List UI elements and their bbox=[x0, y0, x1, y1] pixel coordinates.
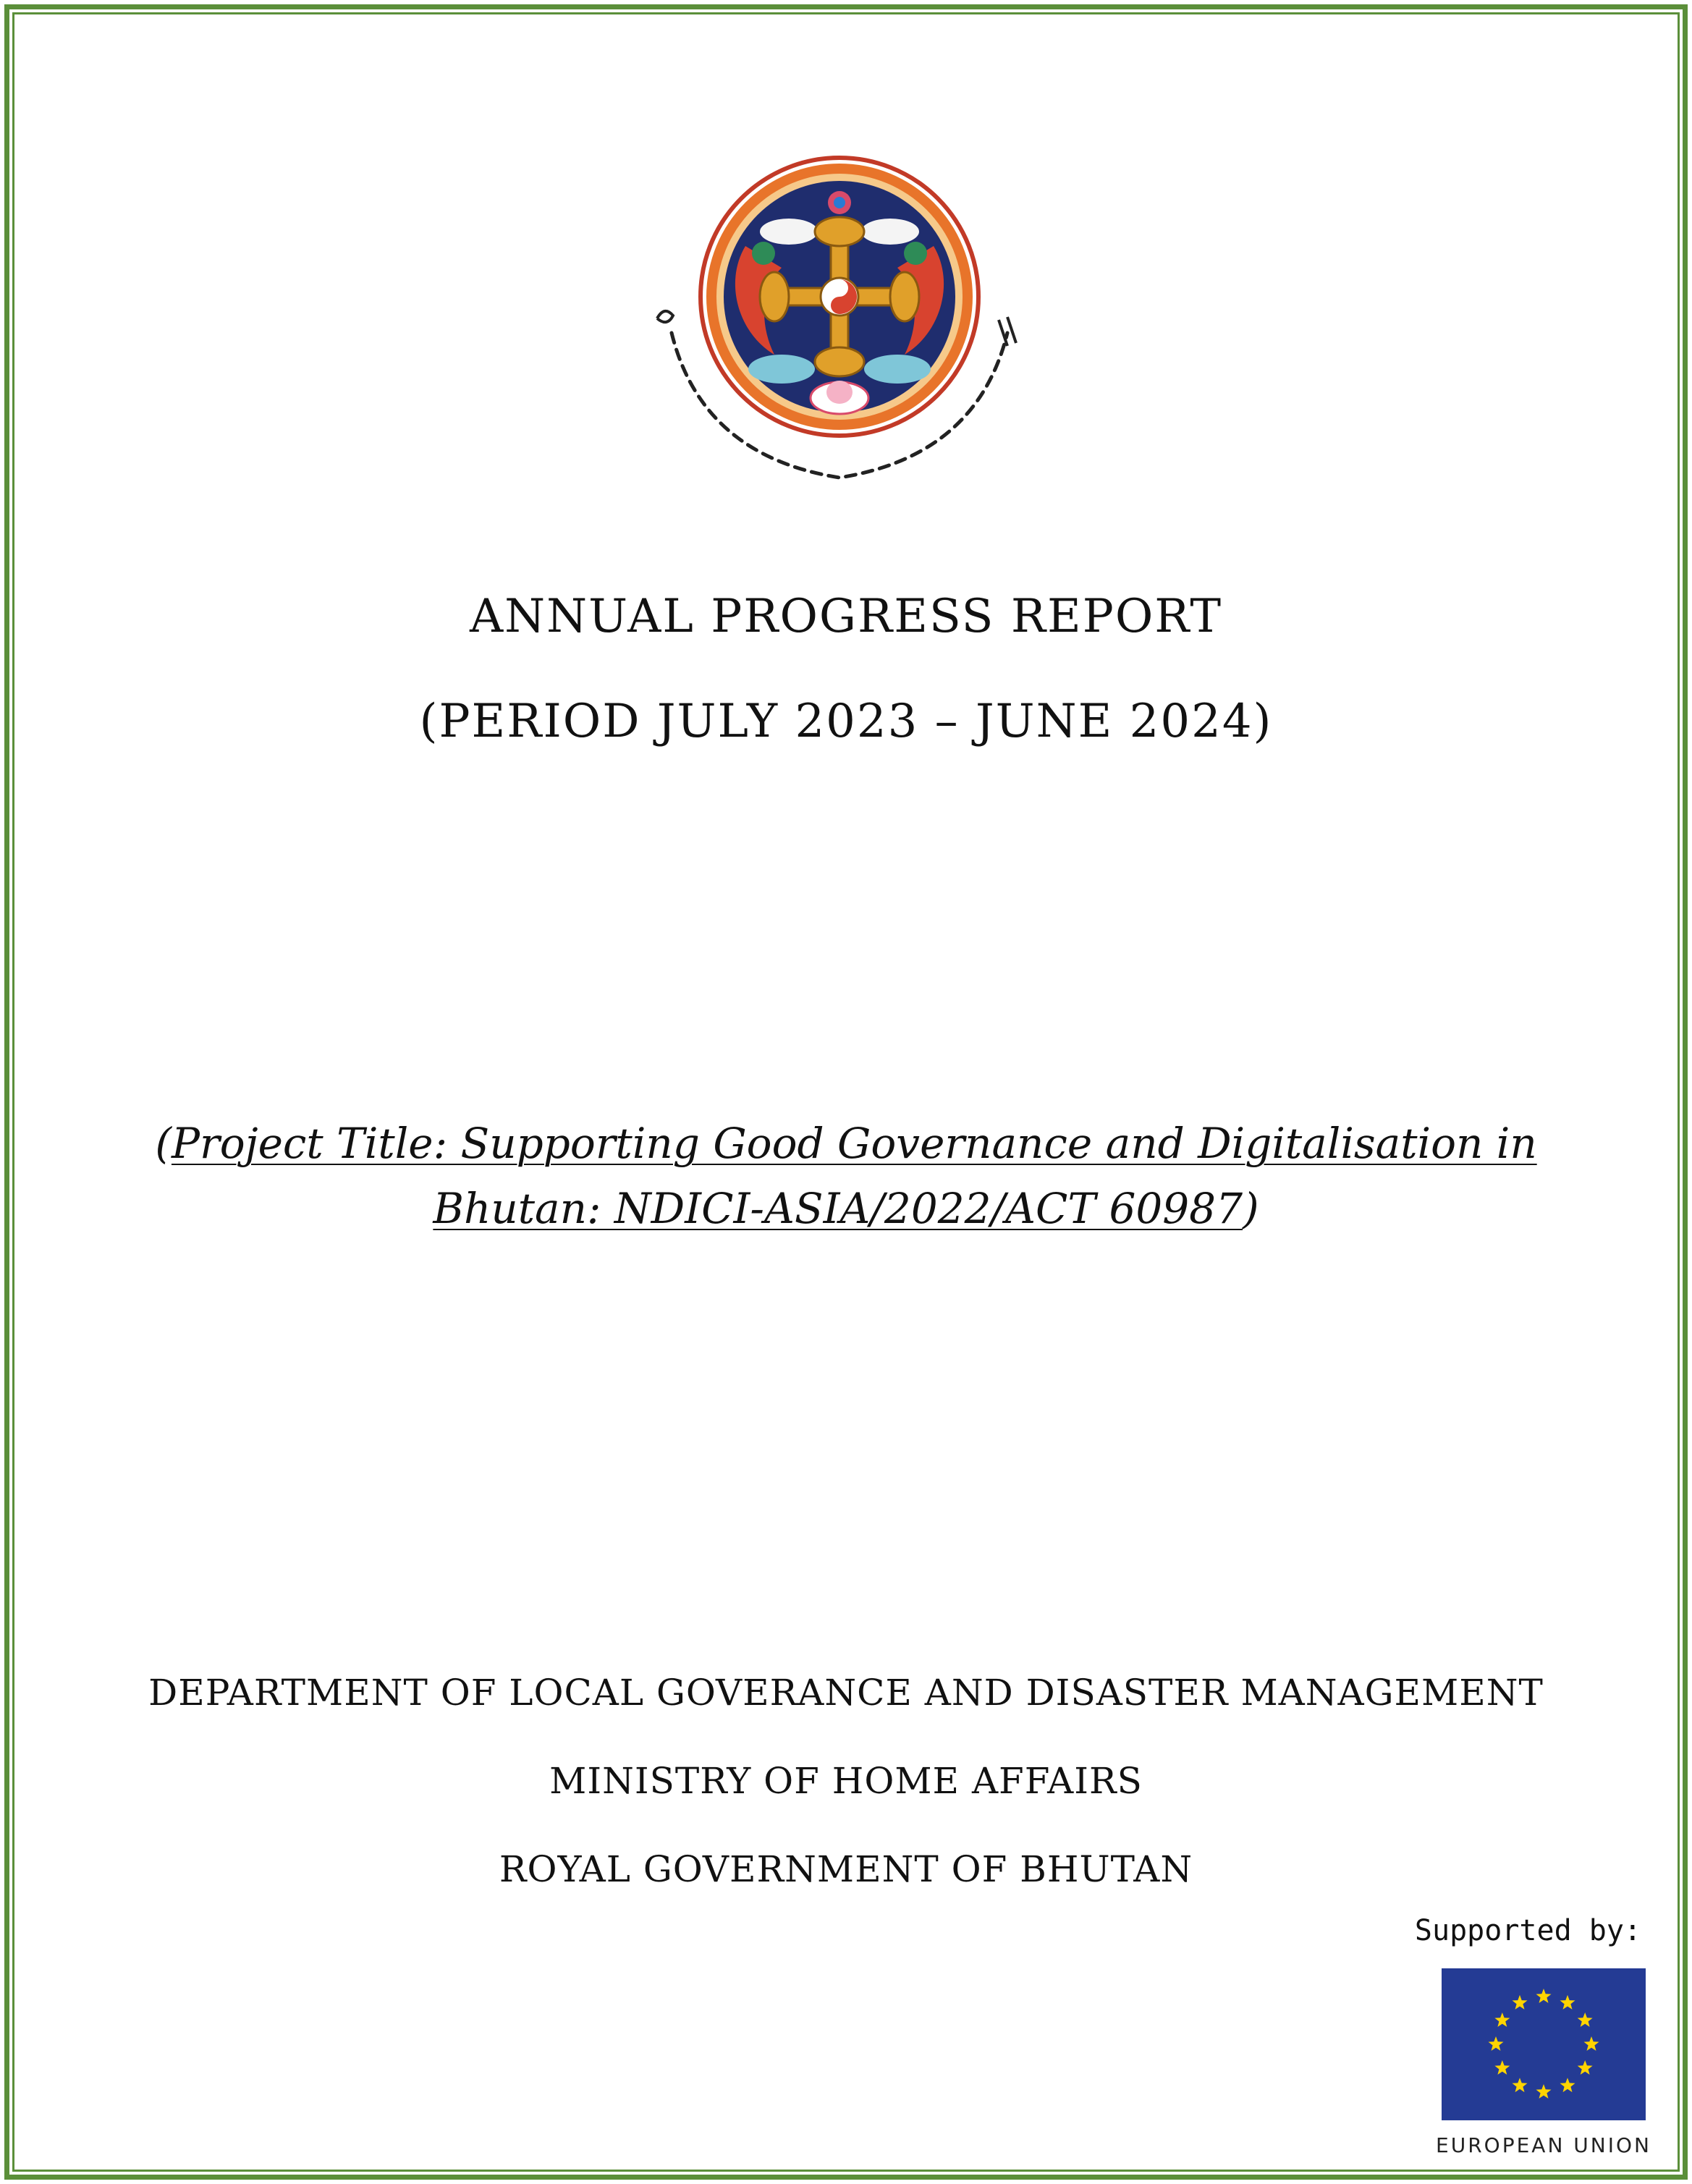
report-period: (PERIOD JULY 2023 – JUNE 2024) bbox=[419, 695, 1273, 748]
eu-label: EUROPEAN UNION bbox=[1436, 2133, 1651, 2157]
supported-by-label: Supported by: bbox=[1414, 1914, 1641, 1947]
department-name: DEPARTMENT OF LOCAL GOVERANCE AND DISASTER MANAGEMENT bbox=[148, 1672, 1544, 1714]
project-title-line2: Bhutan: NDICI-ASIA/2022/ACT 60987 bbox=[433, 1184, 1243, 1233]
government-name: ROYAL GOVERNMENT OF BHUTAN bbox=[499, 1848, 1193, 1890]
project-title bbox=[72, 1111, 1620, 1241]
project-close-paren: ) bbox=[1242, 1184, 1259, 1233]
royal-emblem-icon bbox=[637, 152, 1042, 514]
project-title-line1: Project Title: Supporting Good Governance and Digitalisation in bbox=[171, 1119, 1537, 1168]
ministry-name: MINISTRY OF HOME AFFAIRS bbox=[549, 1760, 1143, 1802]
eu-flag-icon bbox=[1442, 1968, 1646, 2120]
report-title: ANNUAL PROGRESS REPORT bbox=[469, 590, 1223, 643]
project-open-paren: ( bbox=[155, 1119, 172, 1168]
